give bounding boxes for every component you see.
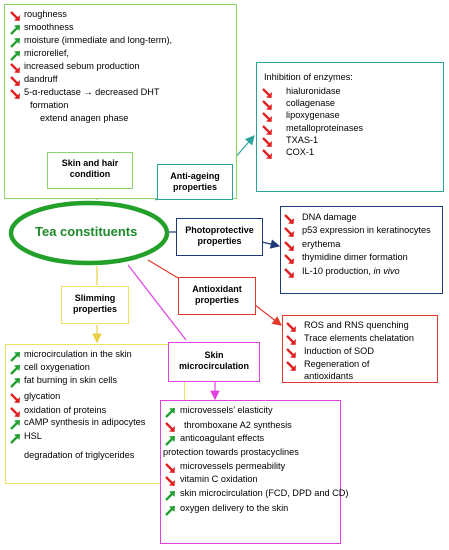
skin-micro-item: anticoagulant effects [180, 433, 265, 443]
anti-ageing-item: COX-1 [286, 147, 315, 157]
increase-arrow-icon [10, 48, 21, 59]
slimming-item: cell oxygenation [24, 362, 90, 372]
skin-hair-item: smoothness [24, 22, 74, 32]
skin-micro-item: vitamin C oxidation [180, 474, 258, 484]
slimming-item: fat burning in skin cells [24, 375, 117, 385]
arrow-photoprotective [262, 242, 279, 246]
anti-ageing-item: metalloproteinases [286, 123, 364, 133]
decrease-arrow-icon [262, 110, 273, 121]
skin-hair-item: dandruff [24, 74, 58, 84]
photoprotective-item: DNA damage [302, 212, 357, 222]
skin-hair-item: microrelief, [24, 48, 69, 58]
decrease-arrow-icon [262, 98, 273, 109]
skin-hair-item: roughness [24, 9, 67, 19]
increase-arrow-icon [10, 362, 21, 373]
decrease-arrow-icon [10, 74, 21, 85]
skin-hair-item: moisture (immediate and long-term), [24, 35, 173, 45]
skin-hair-item: extend anagen phase [40, 113, 129, 123]
antioxidant-item: Trace elements chelatation [304, 333, 414, 343]
antioxidant-item: Regeneration of [304, 359, 370, 369]
antioxidant-item: Induction of SOD [304, 346, 374, 356]
increase-arrow-icon [165, 433, 176, 444]
decrease-arrow-icon [284, 266, 295, 277]
photoprotective-label: Photoprotective properties [185, 225, 254, 246]
skin-hair-item: 5-α-reductase → decreased DHT [24, 87, 160, 97]
slimming-item: degradation of triglycerides [24, 450, 135, 460]
decrease-arrow-icon [10, 391, 21, 402]
decrease-arrow-icon [284, 239, 295, 250]
increase-arrow-icon [10, 35, 21, 46]
skin-micro-item: skin microcirculation (FCD, DPD and CD) [180, 488, 349, 498]
increase-arrow-icon [10, 375, 21, 386]
skin-micro-item: thromboxane A2 synthesis [184, 420, 292, 430]
decrease-arrow-icon [10, 61, 21, 72]
in-vivo-note: in vivo [373, 266, 400, 276]
skin-hair-item: increased sebum production [24, 61, 140, 71]
decrease-arrow-icon [262, 135, 273, 146]
increase-arrow-icon [10, 431, 21, 442]
increase-arrow-icon [10, 349, 21, 360]
anti-ageing-item: lipoxygenase [286, 110, 340, 120]
decrease-arrow-icon [284, 212, 295, 223]
arrow-antioxidant [255, 305, 281, 325]
anti-ageing-item: hialuronidase [286, 86, 341, 96]
decrease-arrow-icon [284, 252, 295, 263]
anti-ageing-label: Anti-ageing properties [170, 171, 220, 192]
slimming-item: microcirculation in the skin [24, 349, 132, 359]
anti-ageing-item: TXAS-1 [286, 135, 319, 145]
decrease-arrow-icon [286, 346, 297, 357]
decrease-arrow-icon [165, 474, 176, 485]
skin-hair-item: formation [30, 100, 69, 110]
slimming-label: Slimming properties [72, 293, 117, 314]
decrease-arrow-icon [286, 333, 297, 344]
anti-ageing-heading: Inhibition of enzymes: [264, 72, 353, 82]
increase-arrow-icon [10, 22, 21, 33]
skin-hair-label: Skin and hair condition [61, 158, 119, 179]
decrease-arrow-icon [165, 461, 176, 472]
decrease-arrow-icon [262, 86, 273, 97]
center-title: Tea constituents [35, 224, 138, 239]
skin-micro-label: Skin microcirculation [178, 350, 250, 371]
photoprotective-item: thymidine dimer formation [302, 252, 408, 262]
photoprotective-item: IL-10 production, in vivo [302, 266, 400, 276]
decrease-arrow-icon [165, 420, 176, 431]
skin-micro-item: protection towards prostacyclines [163, 447, 299, 457]
slimming-item: oxidation of proteins [24, 405, 107, 415]
increase-arrow-icon [165, 503, 176, 514]
skin-micro-item: microvessels’ elasticity [180, 405, 273, 415]
decrease-arrow-icon [262, 123, 273, 134]
decrease-arrow-icon [10, 87, 21, 98]
antioxidant-label: Antioxidant properties [192, 284, 242, 305]
antioxidant-item: antioxidants [304, 371, 354, 381]
decrease-arrow-icon [10, 9, 21, 20]
slimming-item: HSL [24, 431, 42, 441]
increase-arrow-icon [165, 488, 176, 499]
photoprotective-item: p53 expression in keratinocytes [302, 225, 431, 235]
slimming-item: cAMP synthesis in adipocytes [24, 417, 146, 427]
skin-micro-item: microvessels permeability [180, 461, 286, 471]
antioxidant-item: ROS and RNS quenching [304, 320, 409, 330]
decrease-arrow-icon [262, 147, 273, 158]
increase-arrow-icon [165, 405, 176, 416]
anti-ageing-item: collagenase [286, 98, 336, 108]
slimming-item: glycation [24, 391, 61, 401]
skin-micro-item: oxygen delivery to the skin [180, 503, 289, 513]
photoprotective-item: erythema [302, 239, 341, 249]
decrease-arrow-icon [284, 225, 295, 236]
increase-arrow-icon [10, 417, 21, 428]
decrease-arrow-icon [286, 320, 297, 331]
decrease-arrow-icon [286, 359, 297, 370]
decrease-arrow-icon [10, 405, 21, 416]
